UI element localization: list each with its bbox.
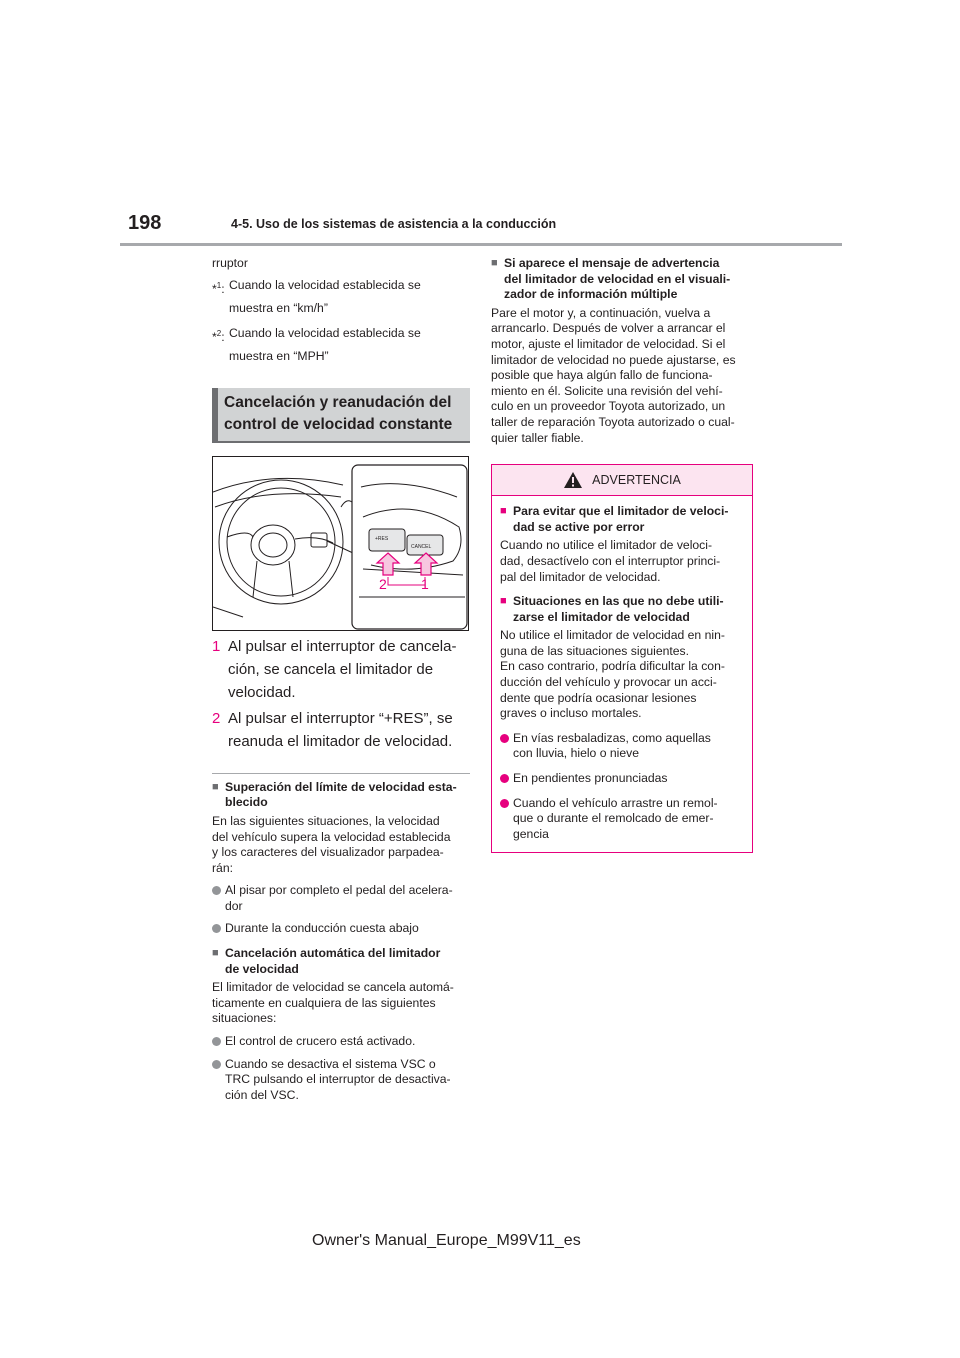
step-list [212,635,470,753]
list-item: Cuando el vehículo arrastre un remol- que o durante el remolcado de emer- gencia [500,796,744,843]
footnote-text: muestra en “MPH” [229,348,329,363]
step-text: Al pulsar el interruptor “+RES”, se [228,709,453,727]
square-bullet-icon: ■ [500,505,507,518]
list-item: Durante la conducción cuesta abajo [212,921,470,937]
footer-text: Owner's Manual_Europe_M99V11_es [312,1232,581,1249]
square-bullet-icon: ■ [491,257,498,269]
res-label: +RES [375,535,389,542]
warning-triangle-icon [563,471,583,489]
footnote-mark: *$^1$: [212,280,225,296]
bullet-dot-icon [212,1034,225,1050]
subsection-heading: ■ Cancelación automática del limitador de velocidad [212,946,441,976]
paragraph: En las siguientes situaciones, la velocidad del vehículo supera la velocidad establecida y los caracteres del visualizador parpadea- rán: [212,813,451,875]
footnote-mark: *$^2$: [212,328,225,344]
bullet-dot-icon [500,796,513,843]
paragraph: No utilice el limitador de velocidad en nin- guna de las situaciones siguientes. En caso contrario, podría dificultar la con- ducción del vehículo y provocar un acci- dente que podría ocasionar lesiones graves o incluso mortales. [500,628,725,721]
divider [212,773,470,774]
step-number: 1 [212,637,221,655]
warning-heading: ■ Situaciones en las que no debe utili- zarse el limitador de velocidad [500,594,724,624]
square-bullet-icon: ■ [500,595,507,608]
warning-title: ADVERTENCIA [592,473,681,488]
header-rule [120,243,842,246]
bullet-dot-icon [212,883,225,914]
footnote-2 [212,324,470,366]
cancel-label: CANCEL [411,543,432,550]
subsection-heading: ■ Superación del límite de velocidad esta- blecido [212,779,457,810]
callout-1: 1 [421,575,429,592]
list-item: El control de crucero está activado. [212,1034,470,1050]
section-heading-line: Cancelación y reanudación del [224,393,452,411]
step-text: reanuda el limitador de velocidad. [228,732,453,750]
warning-heading: ■ Para evitar que el limitador de veloci- dad se active por error [500,504,729,534]
warning-box [491,464,753,853]
section-heading-box [212,388,470,441]
footnote-text: Cuando la velocidad establecida se [229,325,421,340]
step-number: 2 [212,709,221,727]
warning-header [492,465,752,496]
footnote-text: muestra en “km/h” [229,300,328,315]
step-item [212,707,470,753]
bullet-dot-icon [500,731,513,762]
steering-switch-illustration [212,456,469,631]
steering-wheel-drawing [213,457,469,631]
section-heading-line: control de velocidad constante [224,415,453,433]
square-bullet-icon: ■ [212,780,219,793]
continued-text: rruptor [212,256,248,270]
page-number: 198 [128,212,162,234]
square-bullet-icon: ■ [212,947,219,960]
step-text: Al pulsar el interruptor de cancela- [228,637,457,655]
step-text: velocidad. [228,683,296,701]
subsection-heading: ■ Si aparece el mensaje de advertencia del limitador de velocidad en el visuali- zador de información múltiple [491,256,731,302]
list-item: En vías resbaladizas, como aquellas con lluvia, hielo o nieve [500,731,744,762]
paragraph: El limitador de velocidad se cancela automá- ticamente en cualquiera de las siguientes situaciones: [212,980,454,1026]
paragraph: Cuando no utilice el limitador de veloci- dad, desactívelo con el interruptor princi- pal del limitador de velocidad. [500,538,721,584]
list-item: Cuando se desactiva el sistema VSC o TRC pulsando el interruptor de desactiva- ción del VSC. [212,1057,470,1104]
step-text: ción, se cancela el limitador de [228,660,434,678]
warning-body [492,496,752,852]
list-item: En pendientes pronunciadas [500,771,744,787]
left-column [212,256,470,1103]
bullet-dot-icon [212,921,225,937]
list-item: Al pisar por completo el pedal del acelera- dor [212,883,470,914]
footnote-1 [212,276,470,318]
paragraph: Pare el motor y, a continuación, vuelva a arrancarlo. Después de volver a arrancar el motor, ajuste el limitador de velocidad. Si el limitador de velocidad no puede ajustarse, es posible que haya algún fallo de funciona- miento en él. Solicite una revisión del vehí- culo en un proveedor Toyota autorizado, un taller de reparación Toyota autorizado o cual- quier taller fiable. [491,305,736,445]
step-item [212,635,470,704]
section-title: 4-5. Uso de los sistemas de asistencia a la conducción [231,217,557,231]
footnote-text: Cuando la velocidad establecida se [229,277,421,292]
right-column [491,256,753,853]
bullet-dot-icon [212,1057,225,1104]
bullet-dot-icon [500,771,513,787]
callout-2: 2 [379,575,387,592]
